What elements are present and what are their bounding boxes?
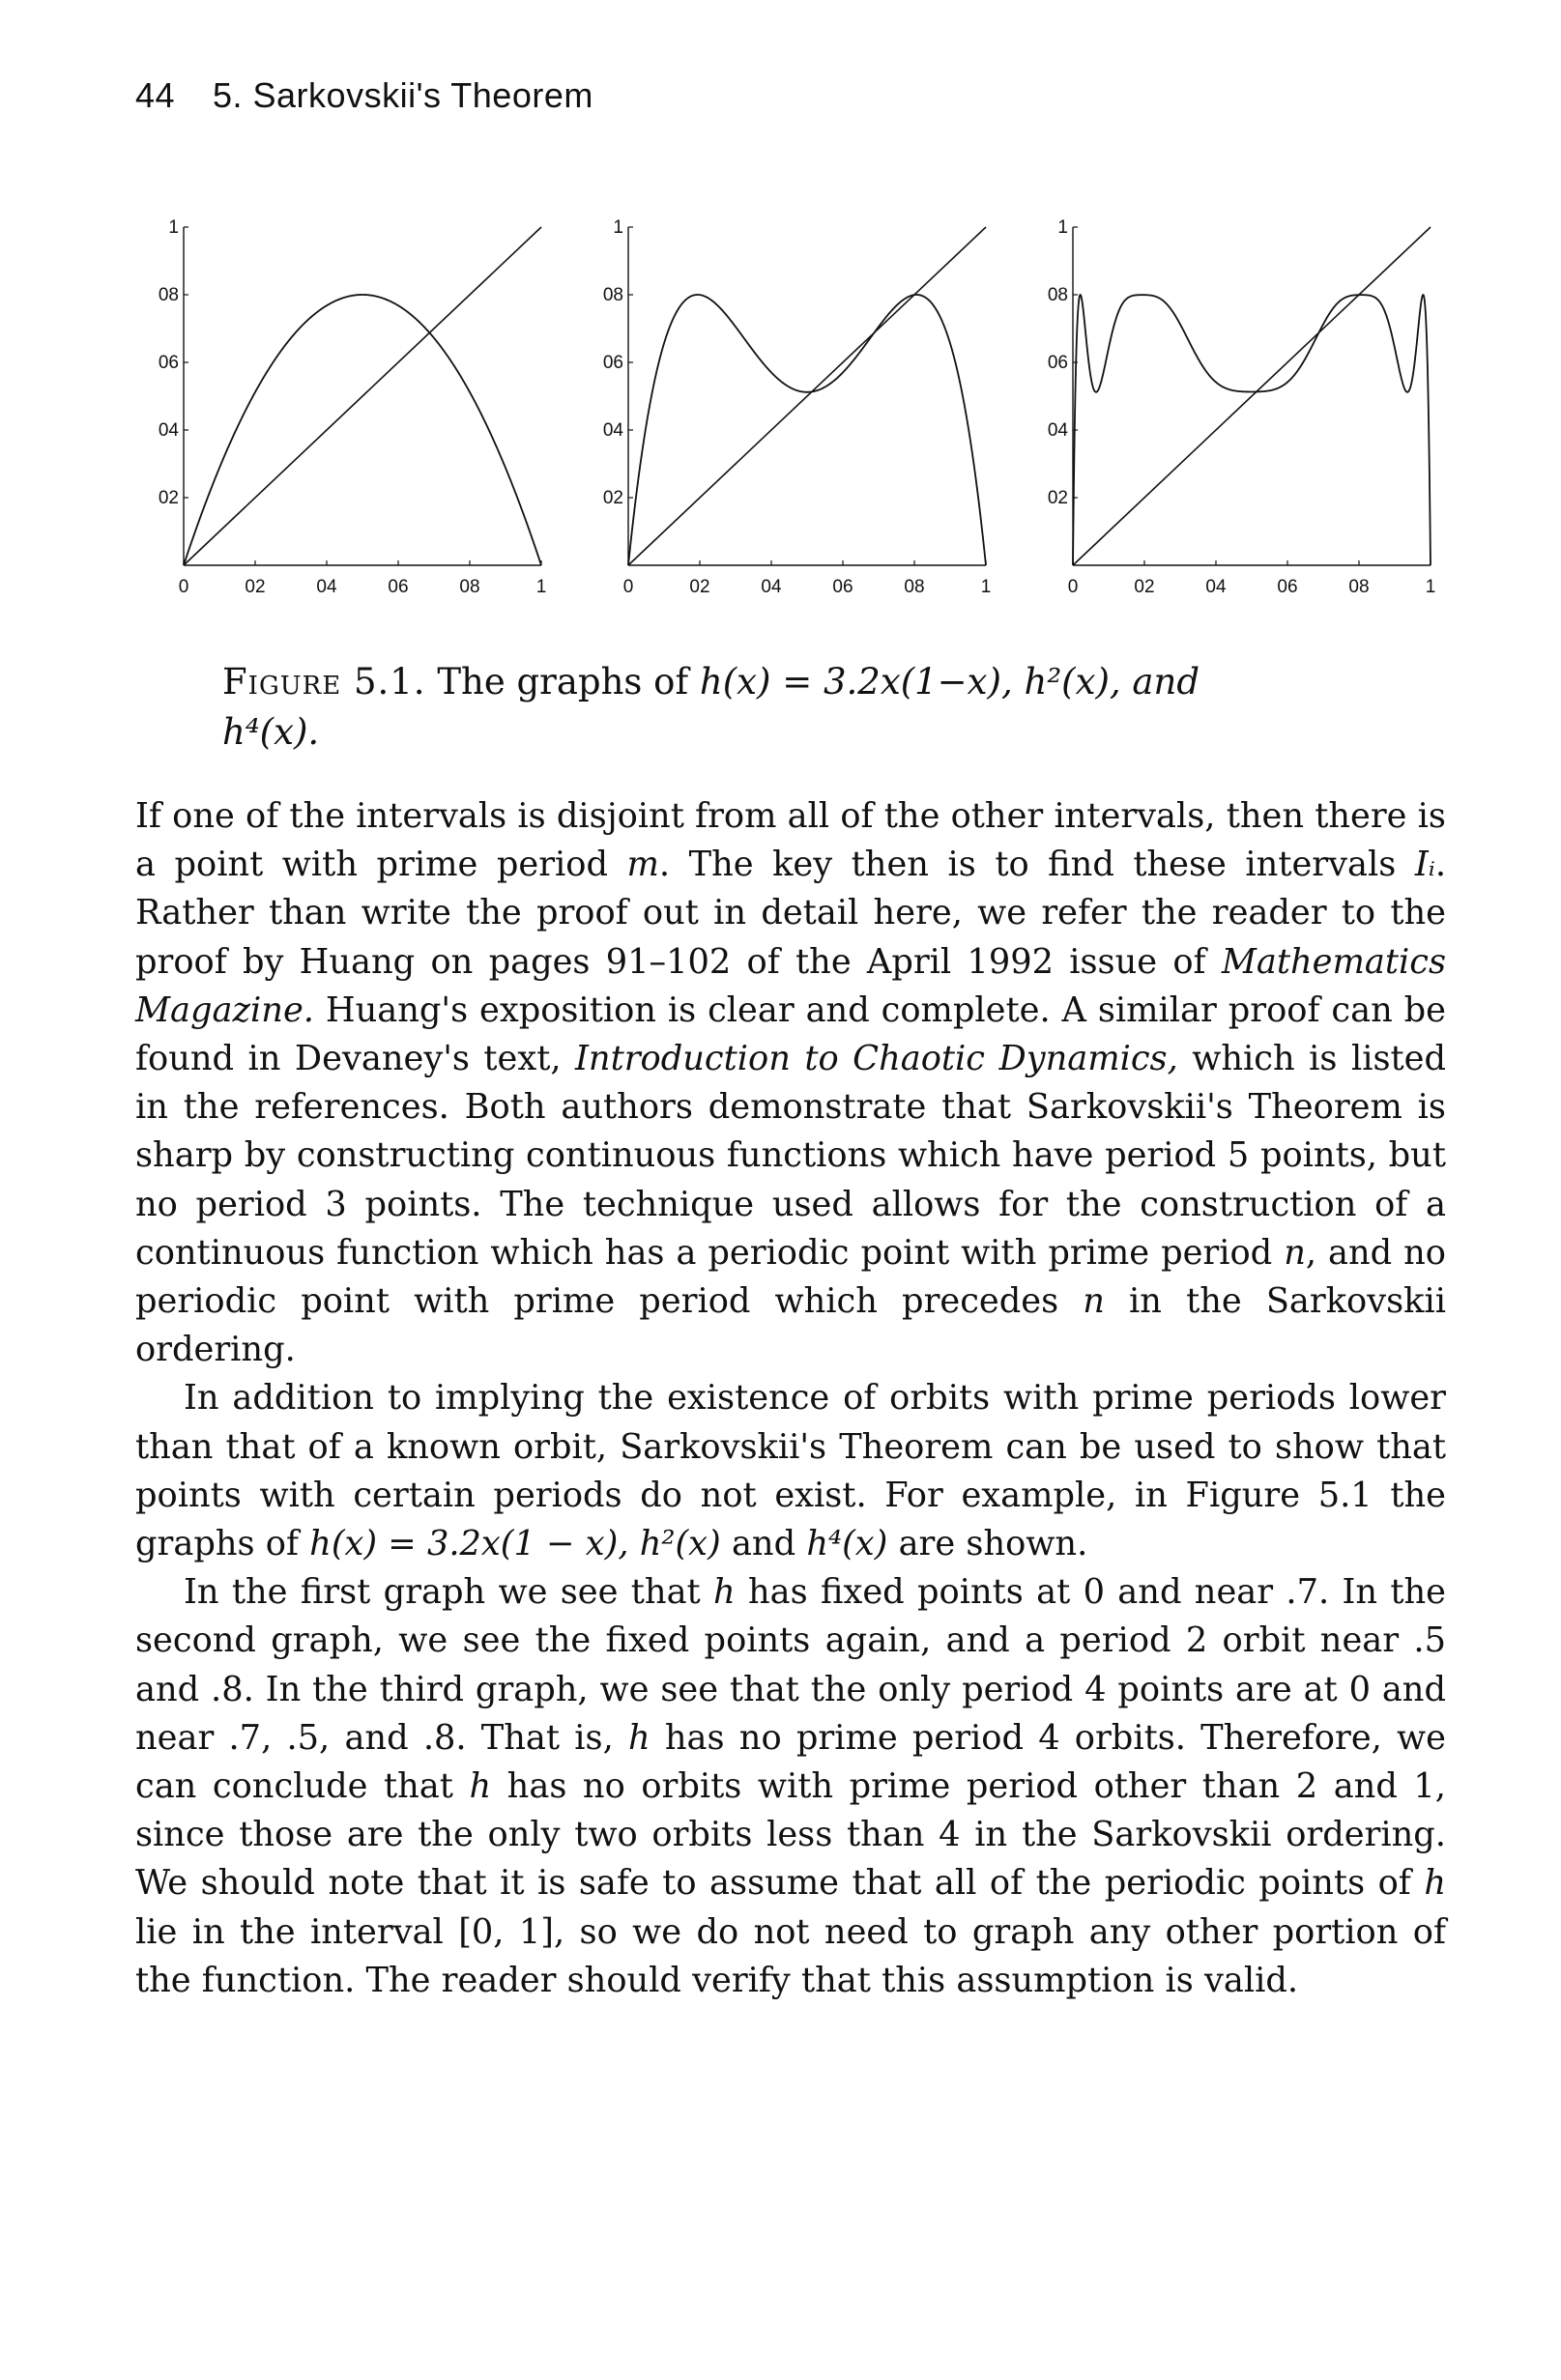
text-run: are shown. bbox=[887, 1524, 1088, 1564]
journal-title: Mathematics Magazine. bbox=[135, 941, 1446, 1030]
text-run: has no orbits with prime period other than 2 and 1, since those are the only two orbits less than 4 in the Sarkovskii ordering. We should note that it is safe to assume that all of the periodic points of bbox=[135, 1766, 1446, 1904]
x-tick-label: 04 bbox=[316, 577, 337, 597]
function-curve bbox=[184, 295, 541, 565]
body-text bbox=[135, 792, 1446, 2005]
x-tick-label: 06 bbox=[1277, 577, 1298, 597]
caption-lead: The graphs of bbox=[437, 661, 700, 703]
x-tick-label: 1 bbox=[1425, 577, 1436, 597]
math-m: m bbox=[626, 845, 659, 885]
plot-h4-svg bbox=[1034, 184, 1479, 609]
x-tick-label: 0 bbox=[178, 577, 189, 597]
y-tick-label: 06 bbox=[1047, 353, 1068, 373]
text-run: lie in the interval [0, 1], so we do not need to graph any other portion of the function. The reader should verify that this assumption is valid. bbox=[135, 1911, 1446, 2000]
x-tick-label: 08 bbox=[904, 577, 925, 597]
math-h: h bbox=[713, 1572, 736, 1613]
y-tick-label: 04 bbox=[602, 420, 623, 441]
text-run: in the Sarkovskii ordering. bbox=[135, 1281, 1446, 1370]
text-run: and bbox=[720, 1524, 807, 1564]
text-run: In the first graph we see that bbox=[184, 1572, 714, 1613]
text-run: has no prime period 4 orbits. Therefore, we can conclude that bbox=[135, 1717, 1446, 1807]
running-title: 5. Sarkovskii's Theorem bbox=[213, 75, 593, 115]
x-tick-label: 08 bbox=[459, 577, 480, 597]
plot-h4 bbox=[1034, 184, 1479, 609]
x-tick-label: 1 bbox=[980, 577, 992, 597]
math-h: h bbox=[1424, 1863, 1446, 1904]
text-run: which is listed in the references. Both authors demonstrate that Sarkovskii's Theorem is sharp by constructing continuous functions which have period 5 points, but no period 3 points. The technique used allows for the construction of a continuous function which has a periodic point with prime period bbox=[135, 1039, 1447, 1273]
y-tick-label: 08 bbox=[1047, 285, 1068, 305]
plot-h2 bbox=[590, 184, 1034, 609]
math-h: h bbox=[627, 1717, 650, 1758]
y-tick-label: 02 bbox=[158, 488, 179, 508]
function-curve bbox=[628, 295, 986, 565]
figure-caption bbox=[222, 657, 1334, 758]
function-curve bbox=[1073, 295, 1431, 565]
plot-h bbox=[145, 184, 590, 609]
x-tick-label: 08 bbox=[1348, 577, 1370, 597]
plot-h-svg bbox=[145, 184, 590, 609]
caption-formula: h(x) = 3.2x(1−x), h²(x), and bbox=[699, 661, 1200, 703]
book-title: Introduction to Chaotic Dynamics, bbox=[575, 1039, 1178, 1079]
math-n: n bbox=[1083, 1281, 1105, 1322]
y-tick-label: 06 bbox=[602, 353, 623, 373]
y-tick-label: 04 bbox=[1047, 420, 1068, 441]
y-tick-label: 08 bbox=[158, 285, 179, 305]
y-tick-label: 02 bbox=[602, 488, 623, 508]
text-run: has fixed points at 0 and near .7. In the second graph, we see the fixed points again, and a period 2 orbit near .5 and .8. In the third graph, we see that the only period 4 points are at 0 and near .7, .5, and .8. That is, bbox=[135, 1572, 1446, 1758]
diagonal-line bbox=[1073, 227, 1431, 565]
paragraph-1 bbox=[135, 792, 1446, 1374]
text-run: If one of the intervals is disjoint from all of the other intervals, then there is a point with prime period bbox=[135, 796, 1446, 885]
y-tick-label: 02 bbox=[1047, 488, 1068, 508]
text-run: In addition to implying the existence of orbits with prime periods lower than that of a known orbit, Sarkovskii's Theorem can be used to show that points with certain periods do not exist. For example, in Figure 5.1 the graphs of bbox=[135, 1378, 1446, 1564]
math-formula: h(x) = 3.2x(1 − x), h²(x) bbox=[309, 1524, 721, 1564]
diagonal-line bbox=[184, 227, 541, 565]
x-tick-label: 02 bbox=[1134, 577, 1155, 597]
paragraph-2 bbox=[135, 1374, 1446, 1568]
x-tick-label: 02 bbox=[245, 577, 266, 597]
y-tick-label: 1 bbox=[613, 217, 623, 238]
x-tick-label: 06 bbox=[388, 577, 409, 597]
text-run: , and no periodic point with prime period which precedes bbox=[135, 1232, 1446, 1322]
text-run: . Rather than write the proof out in detail here, we refer the reader to the proof by Huang on pages 91–102 of the April 1992 issue of bbox=[135, 845, 1446, 982]
math-ii: Iᵢ bbox=[1414, 845, 1435, 885]
x-tick-label: 1 bbox=[535, 577, 547, 597]
caption-label: Figure 5.1. bbox=[222, 661, 426, 703]
x-tick-label: 04 bbox=[761, 577, 782, 597]
x-tick-label: 0 bbox=[1067, 577, 1079, 597]
diagonal-line bbox=[628, 227, 986, 565]
math-h: h bbox=[469, 1766, 492, 1807]
x-tick-label: 06 bbox=[832, 577, 853, 597]
caption-formula-2: h⁴(x). bbox=[222, 711, 320, 753]
running-header bbox=[135, 75, 593, 116]
x-tick-label: 0 bbox=[622, 577, 634, 597]
math-formula: h⁴(x) bbox=[806, 1524, 888, 1564]
x-tick-label: 02 bbox=[689, 577, 710, 597]
y-tick-label: 06 bbox=[158, 353, 179, 373]
y-tick-label: 1 bbox=[168, 217, 179, 238]
plot-h2-svg bbox=[590, 184, 1034, 609]
paragraph-3 bbox=[135, 1568, 1446, 2005]
text-run: . The key then is to find these intervals bbox=[658, 845, 1415, 885]
page-number: 44 bbox=[135, 75, 176, 115]
y-tick-label: 04 bbox=[158, 420, 179, 441]
y-tick-label: 1 bbox=[1057, 217, 1068, 238]
y-tick-label: 08 bbox=[602, 285, 623, 305]
math-n: n bbox=[1284, 1232, 1306, 1273]
x-tick-label: 04 bbox=[1205, 577, 1227, 597]
text-run: Huang's exposition is clear and complete. A similar proof can be found in Devaney's text, bbox=[135, 989, 1446, 1079]
